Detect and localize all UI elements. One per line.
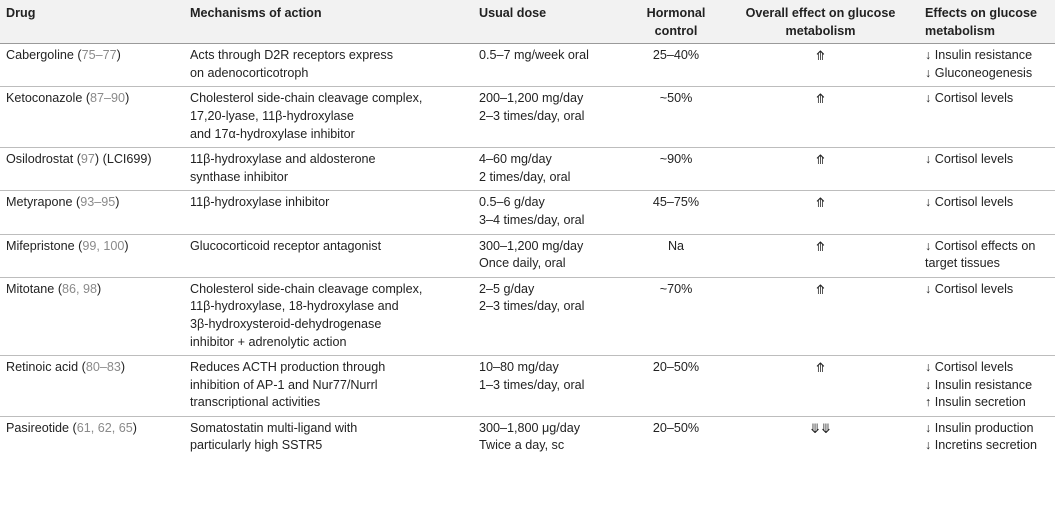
dose-cell [473, 234, 630, 277]
mechanism-line: Somatostatin multi-ligand with [190, 420, 358, 435]
dose-line: 2–3 times/day, oral [479, 108, 585, 123]
hormonal-control-cell: 20–50% [630, 356, 722, 417]
drug-reference-link[interactable]: 93–95 [80, 195, 116, 210]
table-body [0, 44, 1055, 459]
mechanism-line: Cholesterol side-chain cleavage complex, [190, 91, 423, 106]
drug-reference-link[interactable]: 80–83 [85, 360, 121, 375]
effects-line: ↓ Insulin resistance [925, 48, 1033, 63]
effects-line: ↓ Gluconeogenesis [925, 65, 1033, 80]
drug-cell: Metyrapone (93–95) [0, 191, 184, 234]
effects-line: target tissues [925, 256, 1000, 271]
overall-effect-arrow-icon: ⤊ [722, 234, 919, 277]
mechanism-cell [184, 356, 473, 417]
mechanism-line: Glucocorticoid receptor antagonist [190, 238, 382, 253]
effects-line: ↓ Cortisol levels [925, 91, 1014, 106]
hormonal-control-cell: ~70% [630, 277, 722, 355]
mechanism-line: 17,20-lyase, 11β-hydroxylase [190, 108, 354, 123]
mechanism-line: 11β-hydroxylase, 18-hydroxylase and [190, 299, 399, 314]
overall-effect-arrow-icon: ⤊ [722, 277, 919, 355]
dose-line: 0.5–7 mg/week oral [479, 48, 589, 63]
dose-line: 2–5 g/day [479, 281, 535, 296]
overall-effect-arrow-icon: ⤊ [722, 191, 919, 234]
header-effects: Effects on glucose metabolism [919, 0, 1055, 44]
drug-reference-link[interactable]: 75–77 [81, 48, 117, 63]
dose-cell [473, 148, 630, 191]
mechanism-line: 11β-hydroxylase inhibitor [190, 195, 330, 210]
dose-cell [473, 416, 630, 459]
effects-line: ↓ Insulin resistance [925, 377, 1033, 392]
header-row [0, 0, 1055, 44]
hormonal-control-cell: ~90% [630, 148, 722, 191]
mechanism-line: and 17α-hydroxylase inhibitor [190, 126, 355, 141]
drug-name: Mitotane [6, 281, 55, 296]
effects-cell [919, 87, 1055, 148]
drug-reference-link[interactable]: 97 [80, 152, 95, 167]
effects-cell [919, 148, 1055, 191]
drug-cell: Ketoconazole (87–90) [0, 87, 184, 148]
mechanism-cell [184, 148, 473, 191]
mechanism-cell [184, 191, 473, 234]
mechanism-line: Reduces ACTH production through [190, 360, 386, 375]
drug-cell: Pasireotide (61, 62, 65) [6, 420, 137, 435]
mechanism-line: Cholesterol side-chain cleavage complex, [190, 281, 423, 296]
dose-line: Once daily, oral [479, 256, 566, 271]
mechanism-line: Acts through D2R receptors express [190, 48, 393, 63]
mechanism-line: inhibitor + adrenolytic action [190, 334, 347, 349]
mechanism-line: 11β-hydroxylase and aldosterone [190, 152, 376, 167]
effects-cell [919, 191, 1055, 234]
hormonal-control-cell: Na [630, 234, 722, 277]
dose-line: 300–1,200 mg/day [479, 238, 584, 253]
effects-line: ↓ Cortisol effects on [925, 238, 1036, 253]
mechanism-cell [184, 234, 473, 277]
drug-reference-link[interactable]: 86, 98 [62, 281, 98, 296]
mechanism-line: synthase inhibitor [190, 169, 289, 184]
drug-name: Cabergoline [6, 48, 74, 63]
header-mechanisms: Mechanisms of action [184, 0, 473, 44]
drug-alias: (LCI699) [102, 152, 152, 167]
mechanism-cell [184, 277, 473, 355]
effects-cell [919, 277, 1055, 355]
effects-cell [919, 356, 1055, 417]
table-row [0, 277, 1055, 355]
header-usual-dose: Usual dose [473, 0, 630, 44]
table-row [0, 356, 1055, 417]
dose-line: 200–1,200 mg/day [479, 91, 584, 106]
effects-line: ↓ Cortisol levels [925, 195, 1014, 210]
effects-line: ↓ Cortisol levels [925, 281, 1014, 296]
drug-cell: Cabergoline (75–77) [0, 44, 184, 87]
drug-reference-link[interactable]: 87–90 [90, 91, 126, 106]
drug-name: Mifepristone [6, 238, 75, 253]
effects-cell [919, 416, 1055, 459]
drug-reference-link[interactable]: 99, 100 [82, 238, 125, 253]
effects-cell [919, 44, 1055, 87]
dose-line: Twice a day, sc [479, 438, 565, 453]
effects-line: ↓ Insulin production [925, 420, 1034, 435]
drug-name: Osilodrostat [6, 152, 74, 167]
overall-effect-arrow-icon: ⤊ [722, 44, 919, 87]
dose-line: 3–4 times/day, oral [479, 212, 585, 227]
table-row [0, 416, 1055, 459]
table-row [0, 234, 1055, 277]
mechanism-line: particularly high SSTR5 [190, 438, 323, 453]
table-row [0, 148, 1055, 191]
drug-reference-link[interactable]: 61, 62, 65 [76, 420, 133, 435]
mechanism-line: 3β-hydroxysteroid-dehydrogenase [190, 316, 382, 331]
hormonal-control-cell: 20–50% [652, 420, 700, 435]
mechanism-line: inhibition of AP-1 and Nur77/Nurrl [190, 377, 378, 392]
dose-line: 2–3 times/day, oral [479, 299, 585, 314]
dose-cell [473, 87, 630, 148]
dose-cell [473, 44, 630, 87]
mechanism-cell [184, 87, 473, 148]
hormonal-control-cell: 25–40% [630, 44, 722, 87]
overall-effect-arrow-icon: ⤊ [722, 87, 919, 148]
dose-line: 1–3 times/day, oral [479, 377, 585, 392]
overall-effect-arrow-icon: ⤋⤋ [809, 420, 832, 436]
mechanism-line: transcriptional activities [190, 395, 321, 410]
table-row [0, 87, 1055, 148]
mechanism-line: on adenocorticotroph [190, 65, 309, 80]
hormonal-control-cell: 45–75% [630, 191, 722, 234]
dose-line: 300–1,800 μg/day [479, 420, 581, 435]
mechanism-cell [184, 44, 473, 87]
effects-cell [919, 234, 1055, 277]
dose-line: 0.5–6 g/day [479, 195, 545, 210]
drug-name: Ketoconazole [6, 91, 83, 106]
dose-cell [473, 191, 630, 234]
table-row [0, 191, 1055, 234]
dose-line: 2 times/day, oral [479, 169, 571, 184]
header-overall-effect: Overall effect on glucose metabolism [722, 0, 919, 44]
dose-line: 10–80 mg/day [479, 360, 559, 375]
table-row [0, 44, 1055, 87]
header-drug: Drug [0, 0, 184, 44]
drug-cell: Retinoic acid (80–83) [0, 356, 184, 417]
header-hormonal-control: Hormonal control [630, 0, 722, 44]
overall-effect-arrow-icon: ⤊ [722, 148, 919, 191]
drug-name: Pasireotide [6, 420, 70, 435]
drug-name: Retinoic acid [6, 360, 79, 375]
drug-cell: Mitotane (86, 98) [0, 277, 184, 355]
effects-line: ↑ Insulin secretion [925, 395, 1026, 410]
overall-effect-arrow-icon: ⤊ [722, 356, 919, 417]
hormonal-control-cell: ~50% [630, 87, 722, 148]
effects-line: ↓ Incretins secretion [925, 438, 1037, 453]
drug-name: Metyrapone [6, 195, 73, 210]
dose-cell [473, 277, 630, 355]
mechanism-cell [184, 416, 473, 459]
dose-line: 4–60 mg/day [479, 152, 552, 167]
dose-cell [473, 356, 630, 417]
effects-line: ↓ Cortisol levels [925, 360, 1014, 375]
effects-line: ↓ Cortisol levels [925, 152, 1014, 167]
drug-cell: Mifepristone (99, 100) [0, 234, 184, 277]
drug-cell: Osilodrostat (97) (LCI699) [0, 148, 184, 191]
